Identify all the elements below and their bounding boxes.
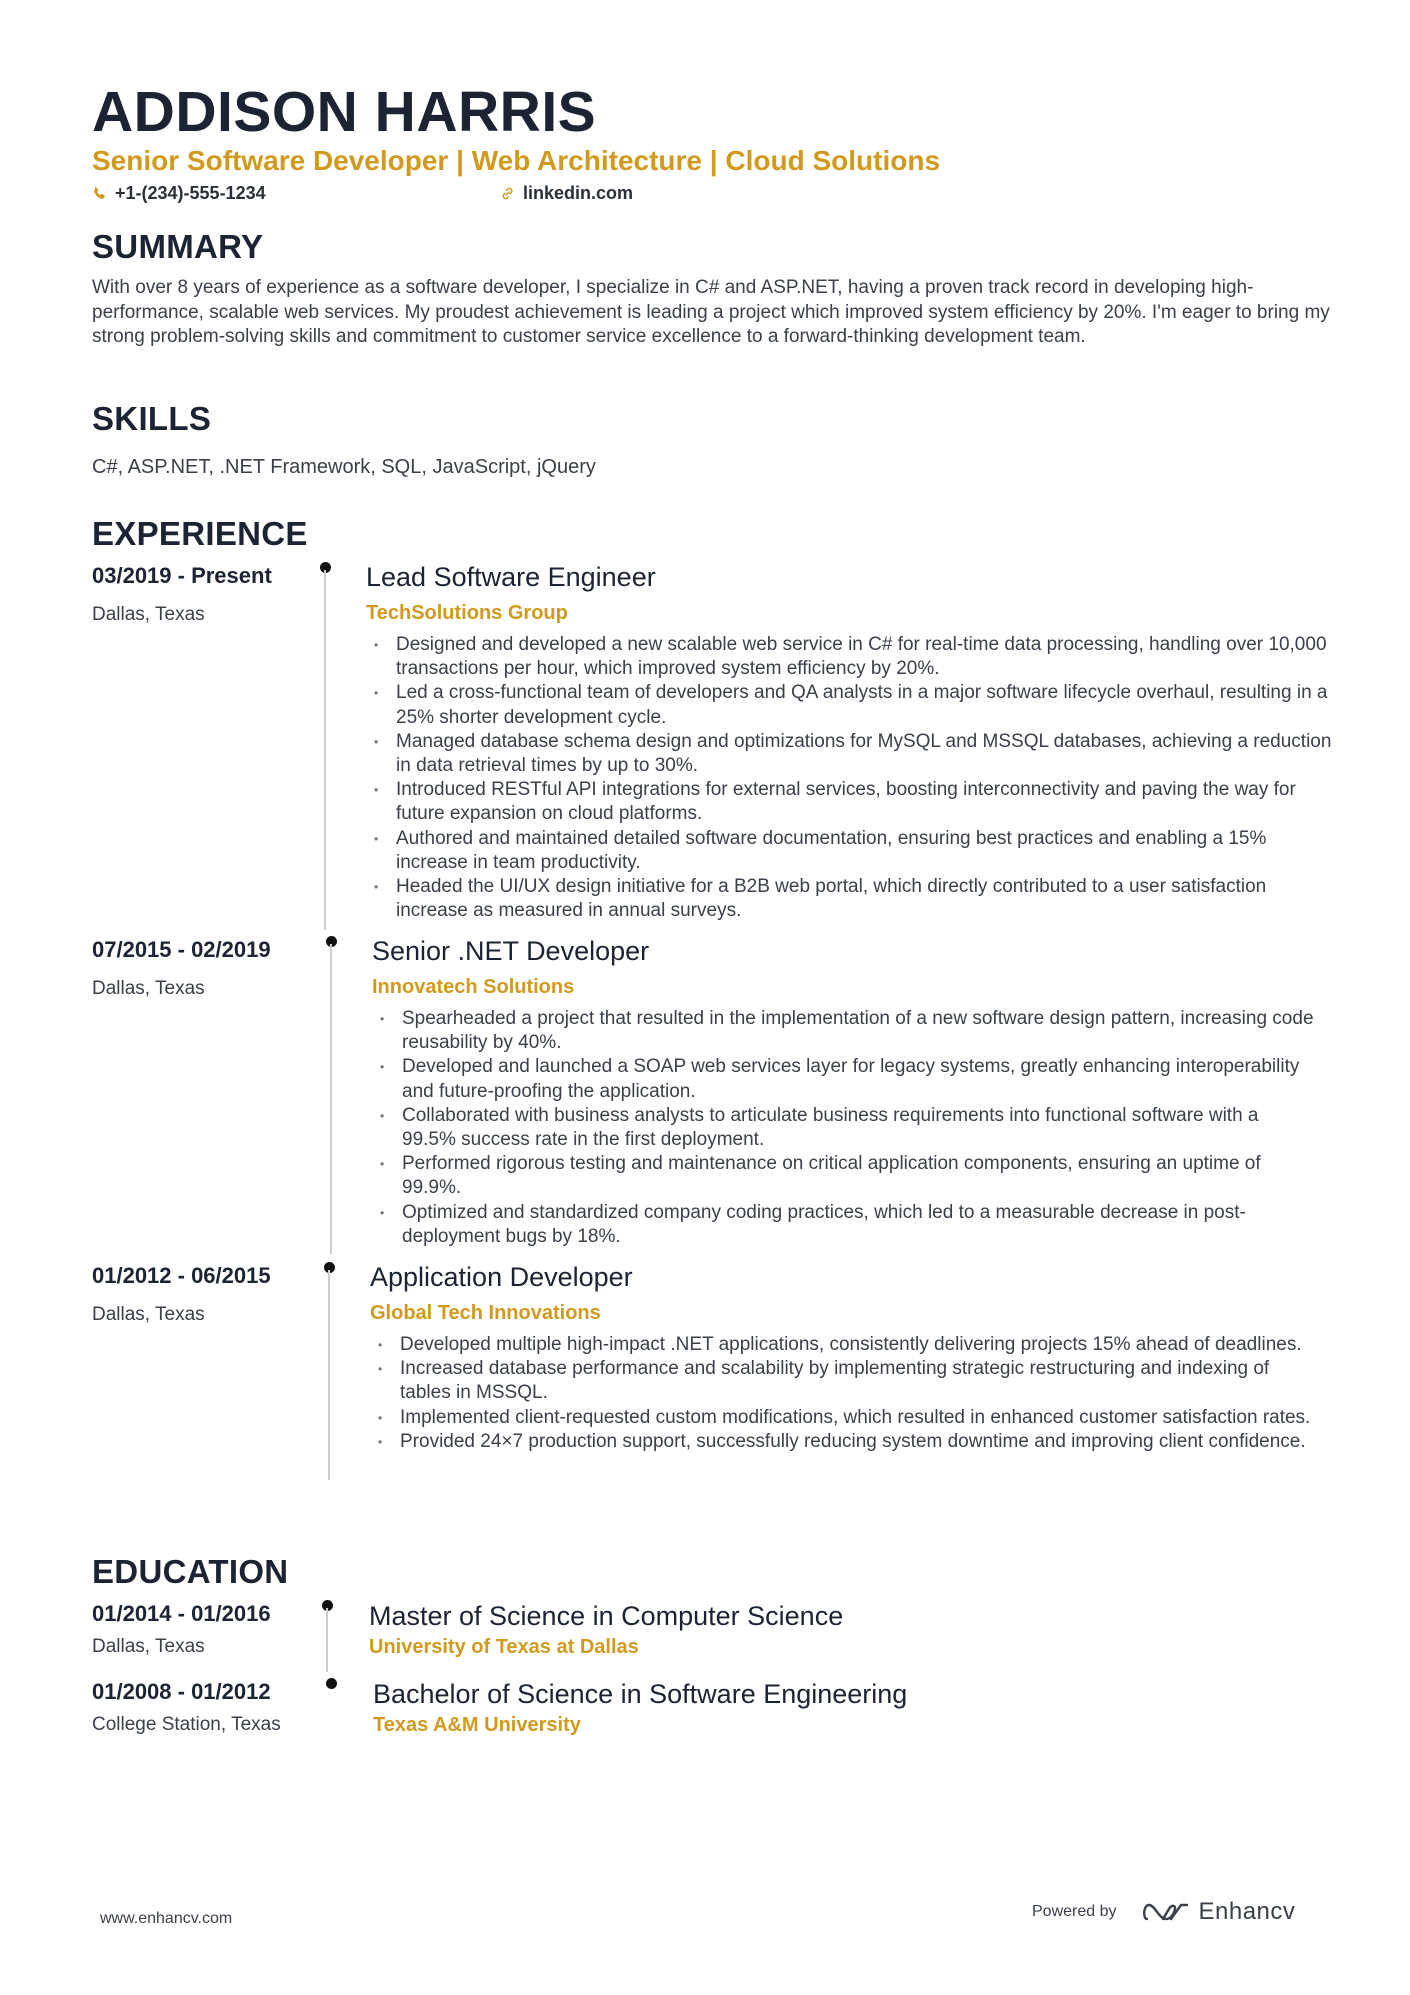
footer-branding (1032, 1898, 1295, 1926)
phone-icon (92, 186, 107, 201)
candidate-name: ADDISON HARRIS (92, 80, 597, 144)
education-location: Dallas, Texas (92, 1636, 205, 1657)
company-name: TechSolutions Group (366, 602, 568, 624)
education-date: 01/2014 - 01/2016 (92, 1601, 271, 1626)
education-heading: EDUCATION (92, 1553, 289, 1590)
list-item: • Headed the UI/UX design initiative for a B2B web portal, which directly contributed to a user satisfaction increase as measured in annual surveys. (368, 875, 1338, 923)
experience-date: 07/2015 - 02/2019 (92, 937, 271, 962)
list-item: • Implemented client-requested custom modifications, which resulted in enhanced customer satisfaction rates. (372, 1406, 1312, 1430)
company-name: Innovatech Solutions (372, 976, 575, 998)
linkedin-contact[interactable] (500, 182, 633, 204)
school-name: University of Texas at Dallas (369, 1636, 639, 1658)
list-item: • Managed database schema design and optimizations for MySQL and MSSQL databases, achieving a reduction in data retrieval times by up to 30%. (368, 730, 1338, 778)
list-item: • Introduced RESTful API integrations for external services, boosting interconnectivity and paving the way for future expansion on cloud platforms. (368, 778, 1338, 826)
candidate-headline: Senior Software Developer | Web Architecture | Cloud Solutions (92, 145, 941, 176)
summary-text: With over 8 years of experience as a software developer, I specialize in C# and ASP.NET, having a proven track record in developing high-performance, scalable web services. My proudest achievement is leading a project which improved system efficiency by 20%. I'm eager to bring my strong problem-solving skills and commitment to customer service excellence to a forward-thinking development team. (92, 277, 1330, 347)
education-date: 01/2008 - 01/2012 (92, 1679, 271, 1704)
experience-date: 01/2012 - 06/2015 (92, 1263, 271, 1288)
footer-website[interactable]: www.enhancv.com (100, 1910, 233, 1927)
experience-location: Dallas, Texas (92, 604, 205, 625)
list-item: • Led a cross-functional team of developers and QA analysts in a major software lifecycle overhaul, resulting in a 25% shorter development cycle. (368, 681, 1338, 729)
school-name: Texas A&M University (373, 1714, 581, 1736)
phone-number: +1-(234)-555-1234 (115, 183, 266, 203)
degree-title: Bachelor of Science in Software Engineering (373, 1679, 908, 1709)
skills-heading: SKILLS (92, 400, 212, 437)
timeline-dot (326, 1678, 337, 1689)
phone-contact (92, 182, 266, 204)
list-item: • Authored and maintained detailed software documentation, ensuring best practices and enabling a 15% increase in team productivity. (368, 827, 1338, 875)
experience-date: 03/2019 - Present (92, 563, 272, 588)
list-item: • Collaborated with business analysts to articulate business requirements into functional software with a 99.5% success rate in the first deployment. (374, 1104, 1314, 1152)
powered-by-label: Powered by (1032, 1903, 1117, 1920)
skills-text: C#, ASP.NET, .NET Framework, SQL, JavaScript, jQuery (92, 456, 596, 478)
timeline-line (328, 1270, 330, 1480)
job-bullets (372, 1333, 1312, 1454)
enhancv-logo-icon (1141, 1899, 1189, 1925)
job-bullets (374, 1007, 1314, 1249)
link-icon (500, 186, 515, 201)
job-title: Application Developer (370, 1262, 633, 1292)
list-item: • Performed rigorous testing and maintenance on critical application components, ensuring an uptime of 99.9%. (374, 1152, 1314, 1200)
list-item: • Spearheaded a project that resulted in the implementation of a new software design pattern, increasing code reusability by 40%. (374, 1007, 1314, 1055)
list-item: • Developed multiple high-impact .NET applications, consistently delivering projects 15% ahead of deadlines. (372, 1333, 1312, 1357)
experience-location: Dallas, Texas (92, 1304, 205, 1325)
degree-title: Master of Science in Computer Science (369, 1601, 844, 1631)
company-name: Global Tech Innovations (370, 1302, 601, 1324)
job-title: Senior .NET Developer (372, 936, 650, 966)
enhancv-brand-name: Enhancv (1198, 1898, 1296, 1925)
linkedin-link[interactable]: linkedin.com (523, 183, 634, 203)
list-item: • Provided 24×7 production support, successfully reducing system downtime and improving client confidence. (372, 1430, 1312, 1454)
experience-heading: EXPERIENCE (92, 515, 308, 552)
timeline-line (326, 1608, 328, 1672)
job-title: Lead Software Engineer (366, 562, 656, 592)
list-item: • Optimized and standardized company coding practices, which led to a measurable decrease in post-deployment bugs by 18%. (374, 1201, 1314, 1249)
enhancv-logo[interactable] (1141, 1898, 1296, 1926)
list-item: • Designed and developed a new scalable web service in C# for real-time data processing, handling over 10,000 transactions per hour, which improved system efficiency by 20%. (368, 633, 1338, 681)
job-bullets (368, 633, 1338, 923)
education-location: College Station, Texas (92, 1714, 281, 1735)
timeline-line (330, 944, 332, 1254)
experience-location: Dallas, Texas (92, 978, 205, 999)
list-item: • Developed and launched a SOAP web services layer for legacy systems, greatly enhancing interoperability and future-proofing the application. (374, 1055, 1314, 1103)
summary-heading: SUMMARY (92, 228, 264, 265)
list-item: • Increased database performance and scalability by implementing strategic restructuring and indexing of tables in MSSQL. (372, 1357, 1312, 1405)
timeline-line (324, 570, 326, 930)
